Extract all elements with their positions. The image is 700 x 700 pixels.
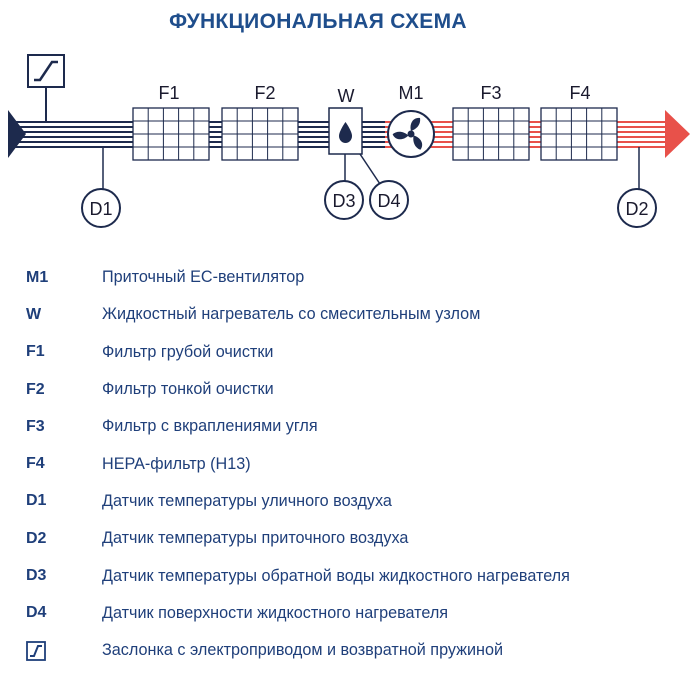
svg-text:D3: D3	[332, 191, 356, 211]
water-heater	[329, 108, 362, 154]
sensor-d4	[370, 181, 408, 219]
legend-code: F1	[26, 343, 45, 361]
label-f2: F2	[254, 83, 276, 103]
legend-code: D3	[26, 567, 47, 585]
label-f4: F4	[569, 83, 591, 103]
legend-description: Датчик температуры приточного воздуха	[102, 529, 409, 548]
legend-code: M1	[26, 268, 49, 286]
legend-description: Датчик температуры обратной воды жидкостного нагревателя	[102, 566, 570, 585]
legend-code: D2	[26, 529, 47, 547]
filter-f4-grid	[541, 108, 617, 160]
filter-blocks	[133, 108, 617, 160]
label-f1: F1	[158, 83, 180, 103]
legend-item	[26, 334, 686, 371]
legend-description: HEPA-фильтр (H13)	[102, 454, 251, 473]
legend-code: F4	[26, 455, 45, 473]
filter-f3-grid	[453, 108, 529, 160]
legend-description: Датчик температуры уличного воздуха	[102, 491, 392, 510]
svg-text:D4: D4	[377, 191, 401, 211]
legend-description: Датчик поверхности жидкостного нагревателя	[102, 603, 449, 622]
legend-item	[26, 483, 686, 520]
label-f3: F3	[480, 83, 502, 103]
sensor-d2	[618, 189, 656, 227]
legend-code: D1	[26, 492, 47, 510]
filter-f2-grid	[222, 108, 298, 160]
functional-diagram	[0, 40, 700, 240]
legend-code: W	[26, 305, 42, 323]
legend-item	[26, 632, 686, 669]
legend-item	[26, 408, 686, 445]
label-w: W	[337, 86, 355, 106]
label-m1: M1	[398, 83, 424, 103]
legend-item	[26, 296, 686, 333]
legend-code: D4	[26, 604, 47, 622]
legend-description: Заслонка с электроприводом и возвратной пружиной	[102, 641, 504, 660]
page-title: ФУНКЦИОНАЛЬНАЯ СХЕМА	[169, 10, 467, 33]
legend-item	[26, 557, 686, 594]
filter-f1-grid	[133, 108, 209, 160]
outlet-arrow-icon	[665, 110, 690, 158]
inlet-arrow-icon	[8, 110, 26, 158]
legend-item	[26, 445, 686, 482]
legend-list	[26, 259, 686, 669]
svg-text:D2: D2	[625, 199, 649, 219]
sensor-d1	[82, 189, 120, 227]
legend-description: Фильтр грубой очистки	[102, 342, 274, 361]
legend-item	[26, 259, 686, 296]
legend-item	[26, 371, 686, 408]
legend-description: Фильтр с вкраплениями угля	[102, 417, 318, 436]
legend-description: Фильтр тонкой очистки	[102, 380, 274, 399]
legend-description: Жидкостный нагреватель со смесительным узлом	[102, 305, 481, 324]
svg-text:D1: D1	[89, 199, 113, 219]
legend-item	[26, 520, 686, 557]
legend-code: F3	[26, 417, 45, 435]
damper-actuator-icon	[28, 55, 64, 122]
damper-actuator-icon	[26, 641, 46, 661]
legend-code	[26, 641, 102, 661]
legend-code: F2	[26, 380, 45, 398]
legend-item	[26, 595, 686, 632]
fan-icon	[388, 111, 434, 157]
legend-description: Приточный EC-вентилятор	[102, 268, 305, 287]
sensor-d3	[325, 181, 363, 219]
